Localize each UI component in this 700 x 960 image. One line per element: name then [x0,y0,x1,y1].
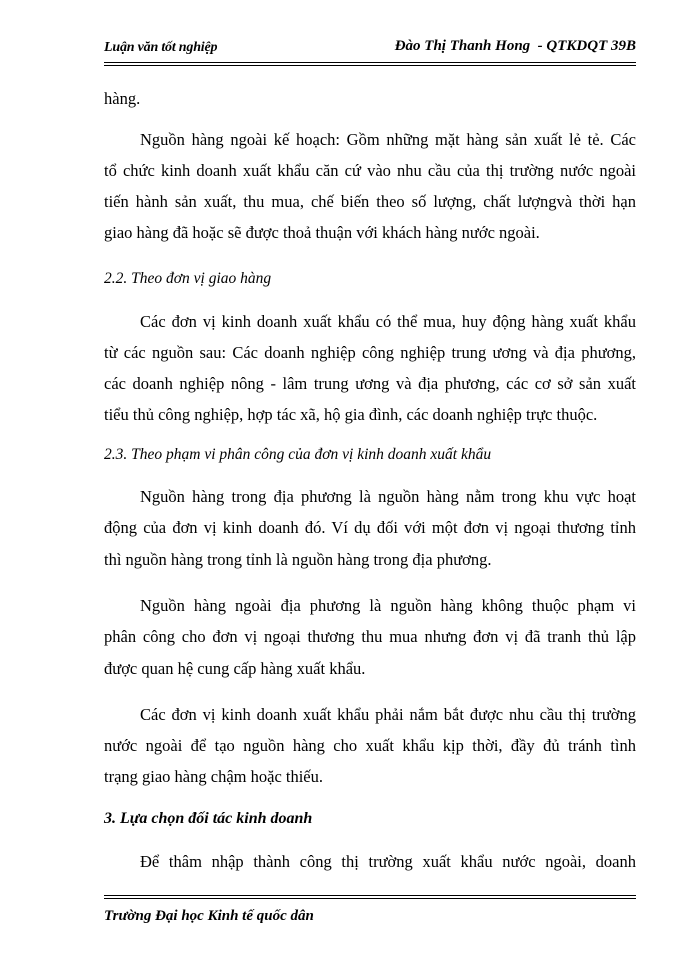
body-line: Để thâm nhập thành công thị trường xuất khẩu nước ngoài, doanh [140,852,636,871]
body-line: tổ chức kinh doanh xuất khẩu căn cứ vào nhu cầu của thị trường nước ngoài [104,161,636,180]
body-line: Nguồn hàng ngoài địa phương là nguồn hàng không thuộc phạm vi [140,596,636,615]
section-heading: 2.3. Theo phạm vi phân công của đơn vị kinh doanh xuất khẩu [104,446,492,463]
thesis-label: Luận văn tốt nghiệp [104,40,218,55]
body-line: phân công cho đơn vị ngoại thương thu mua nhưng đơn vị đã tranh thủ lập [104,627,636,646]
university-footer: Trường Đại học Kinh tế quốc dân [104,908,314,924]
page-header [104,34,636,60]
body-line: các doanh nghiệp nông - lâm trung ương và địa phương, các cơ sở sản xuất [104,374,636,393]
header-rule [104,62,636,63]
body-line: Nguồn hàng ngoài kế hoạch: Gồm những mặt hàng sản xuất lẻ tẻ. Các [140,130,636,149]
body-line: tiểu thủ công nghiệp, hợp tác xã, hộ gia đình, các doanh nghiệp trực thuộc. [104,405,598,424]
body-line: trạng giao hàng chậm hoặc thiếu. [104,767,324,786]
author-class-label: Đào Thị Thanh Hong - QTKDQT 39B [394,38,636,54]
body-line: hàng. [104,89,141,108]
body-line: từ các nguồn sau: Các doanh nghiệp công nghiệp trung ương và địa phương, [104,343,636,362]
body-line: nước ngoài để tạo nguồn hàng cho xuất khẩu kịp thời, đầy đủ tránh tình [104,736,636,755]
section-heading: 2.2. Theo đơn vị giao hàng [104,270,272,287]
header-rule-second [104,65,636,66]
body-line: giao hàng đã hoặc sẽ được thoả thuận với khách hàng nước ngoài. [104,223,540,242]
footer-rule [104,895,636,896]
body-line: tiến hành sản xuất, thu mua, chế biến theo số lượng, chất lượngvà thời hạn [104,192,636,211]
body-line: Nguồn hàng trong địa phương là nguồn hàng nằm trong khu vực hoạt [140,487,636,506]
footer-rule-second [104,898,636,899]
body-line: thì nguồn hàng trong tỉnh là nguồn hàng trong địa phương. [104,550,492,569]
body-line: động của đơn vị kinh doanh đó. Ví dụ đối với một đơn vị ngoại thương tỉnh [104,518,636,537]
body-line: Các đơn vị kinh doanh xuất khẩu có thể mua, huy động hàng xuất khẩu [140,312,636,331]
section-heading: 3. Lựa chọn đối tác kinh doanh [104,810,313,827]
body-line: Các đơn vị kinh doanh xuất khẩu phải nắm bắt được nhu cầu thị trường [140,705,636,724]
body-line: được quan hệ cung cấp hàng xuất khẩu. [104,659,366,678]
